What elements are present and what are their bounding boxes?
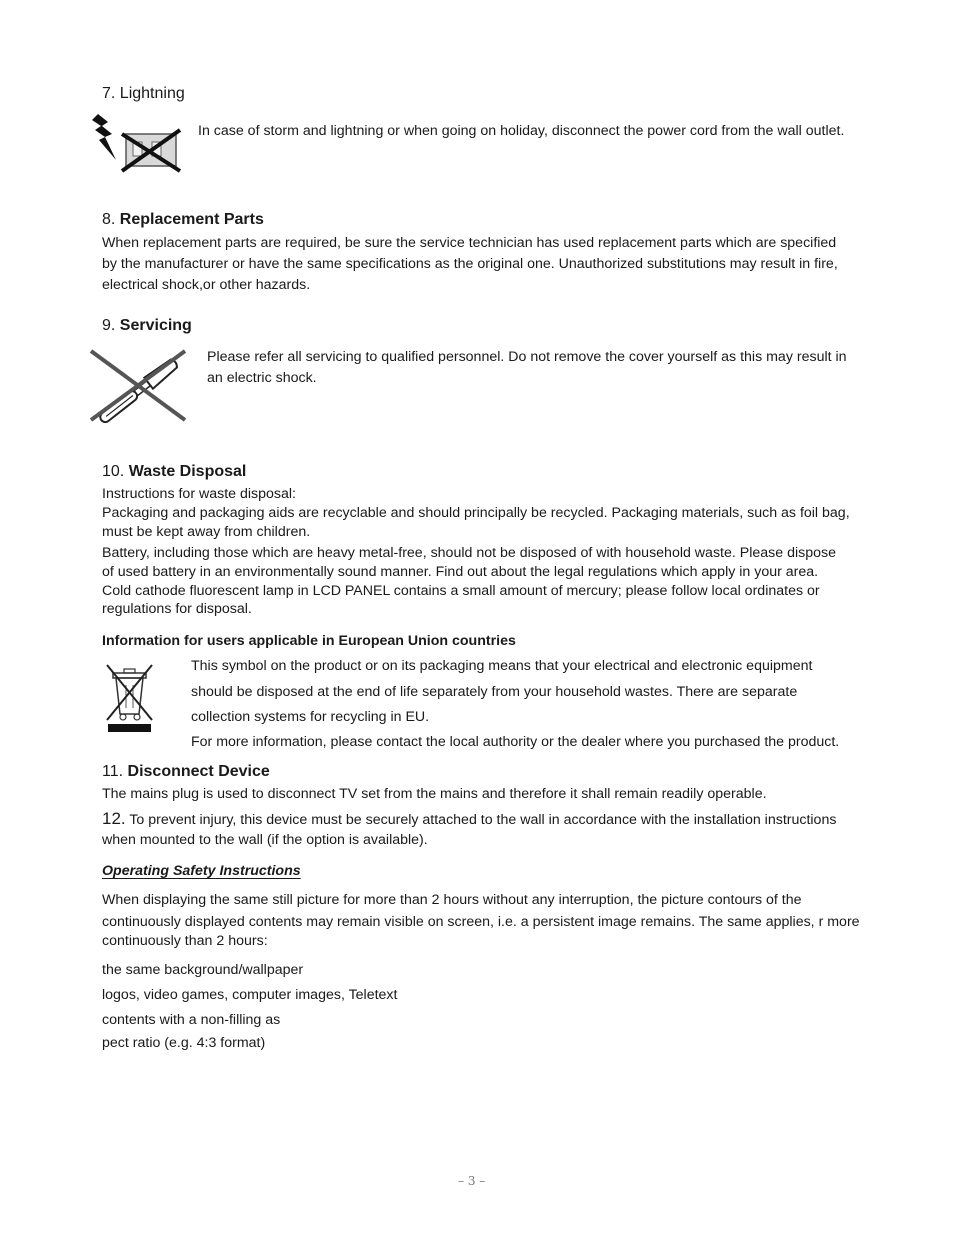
section-8-line: electrical shock,or other hazards. [102, 277, 311, 293]
section-10-line: must be kept away from children. [102, 524, 311, 540]
section-10-line: regulations for disposal. [102, 601, 252, 617]
section-11-heading [102, 762, 270, 782]
section-8-title: Replacement Parts [119, 211, 264, 228]
section-9-line: an electric shock. [207, 370, 317, 386]
operating-list-item: logos, video games, computer images, Teletext [102, 987, 398, 1003]
section-11-number: 11. [102, 763, 124, 780]
section-12-number: 12. [102, 809, 126, 828]
section-10-line: of used battery in an environmentally sound manner. Find out about the legal regulations which apply in your area. [102, 564, 819, 580]
section-8-line: When replacement parts are required, be sure the service technician has used replacement parts which are specified [102, 235, 837, 251]
eu-info-line: For more information, please contact the local authority or the dealer where you purchased the product. [191, 734, 840, 750]
section-9-title: Servicing [119, 317, 192, 334]
operating-list-item: contents with a non-filling as [102, 1012, 281, 1028]
section-10-number: 10. [102, 463, 125, 480]
section-10-title: Waste Disposal [128, 463, 247, 480]
section-12-text: To prevent injury, this device must be securely attached to the wall in accordance with the installation instructions [129, 812, 837, 828]
no-screwdriver-icon [88, 348, 190, 436]
section-9-number: 9. [102, 317, 116, 334]
section-8-line: by the manufacturer or have the same specifications as the original one. Unauthorized substitutions may result in fire, [102, 256, 838, 272]
operating-list-item: the same background/wallpaper [102, 962, 304, 978]
section-12-line: when mounted to the wall (if the option is available). [102, 832, 428, 848]
section-8-heading [102, 210, 264, 230]
section-10-line: Instructions for waste disposal: [102, 486, 296, 502]
section-10-line: Packaging and packaging aids are recyclable and should principally be recycled. Packaging materials, such as foil bag, [102, 505, 850, 521]
section-11-title: Disconnect Device [127, 763, 270, 780]
lightning-unplug-icon [90, 112, 185, 174]
section-7-text: In case of storm and lightning or when going on holiday, disconnect the power cord from the wall outlet. [198, 123, 845, 139]
section-7-number: 7. [102, 85, 116, 102]
operating-safety-heading: Operating Safety Instructions [102, 863, 301, 879]
section-10-line: Battery, including those which are heavy metal-free, should not be disposed of with household waste. Please dispose [102, 545, 836, 561]
operating-list-item: pect ratio (e.g. 4:3 format) [102, 1035, 266, 1051]
eu-info-line: should be disposed at the end of life separately from your household wastes. There are separate [191, 684, 798, 700]
section-8-number: 8. [102, 211, 116, 228]
section-7-title: Lightning [119, 85, 185, 102]
section-11-text: The mains plug is used to disconnect TV set from the mains and therefore it shall remain readily operable. [102, 786, 767, 802]
page-number: – 3 – [458, 1174, 486, 1188]
section-12-line [102, 809, 836, 831]
section-10-heading [102, 462, 246, 482]
weee-bin-icon [102, 660, 157, 736]
section-7-heading [102, 84, 185, 104]
section-9-heading [102, 316, 192, 336]
section-9-line: Please refer all servicing to qualified personnel. Do not remove the cover yourself as this may result in [207, 349, 847, 365]
section-10-line: Cold cathode fluorescent lamp in LCD PANEL contains a small amount of mercury; please follow local ordinates or [102, 583, 820, 599]
operating-line: continuously than 2 hours: [102, 933, 268, 949]
operating-line: When displaying the same still picture for more than 2 hours without any interruption, the picture contours of the [102, 892, 802, 908]
operating-line: continuously displayed contents may remain visible on screen, i.e. a persistent image remains. The same applies, r more [102, 914, 860, 930]
eu-info-line: This symbol on the product or on its packaging means that your electrical and electronic equipment [191, 658, 813, 674]
eu-info-heading: Information for users applicable in European Union countries [102, 633, 516, 649]
eu-info-line: collection systems for recycling in EU. [191, 709, 430, 725]
